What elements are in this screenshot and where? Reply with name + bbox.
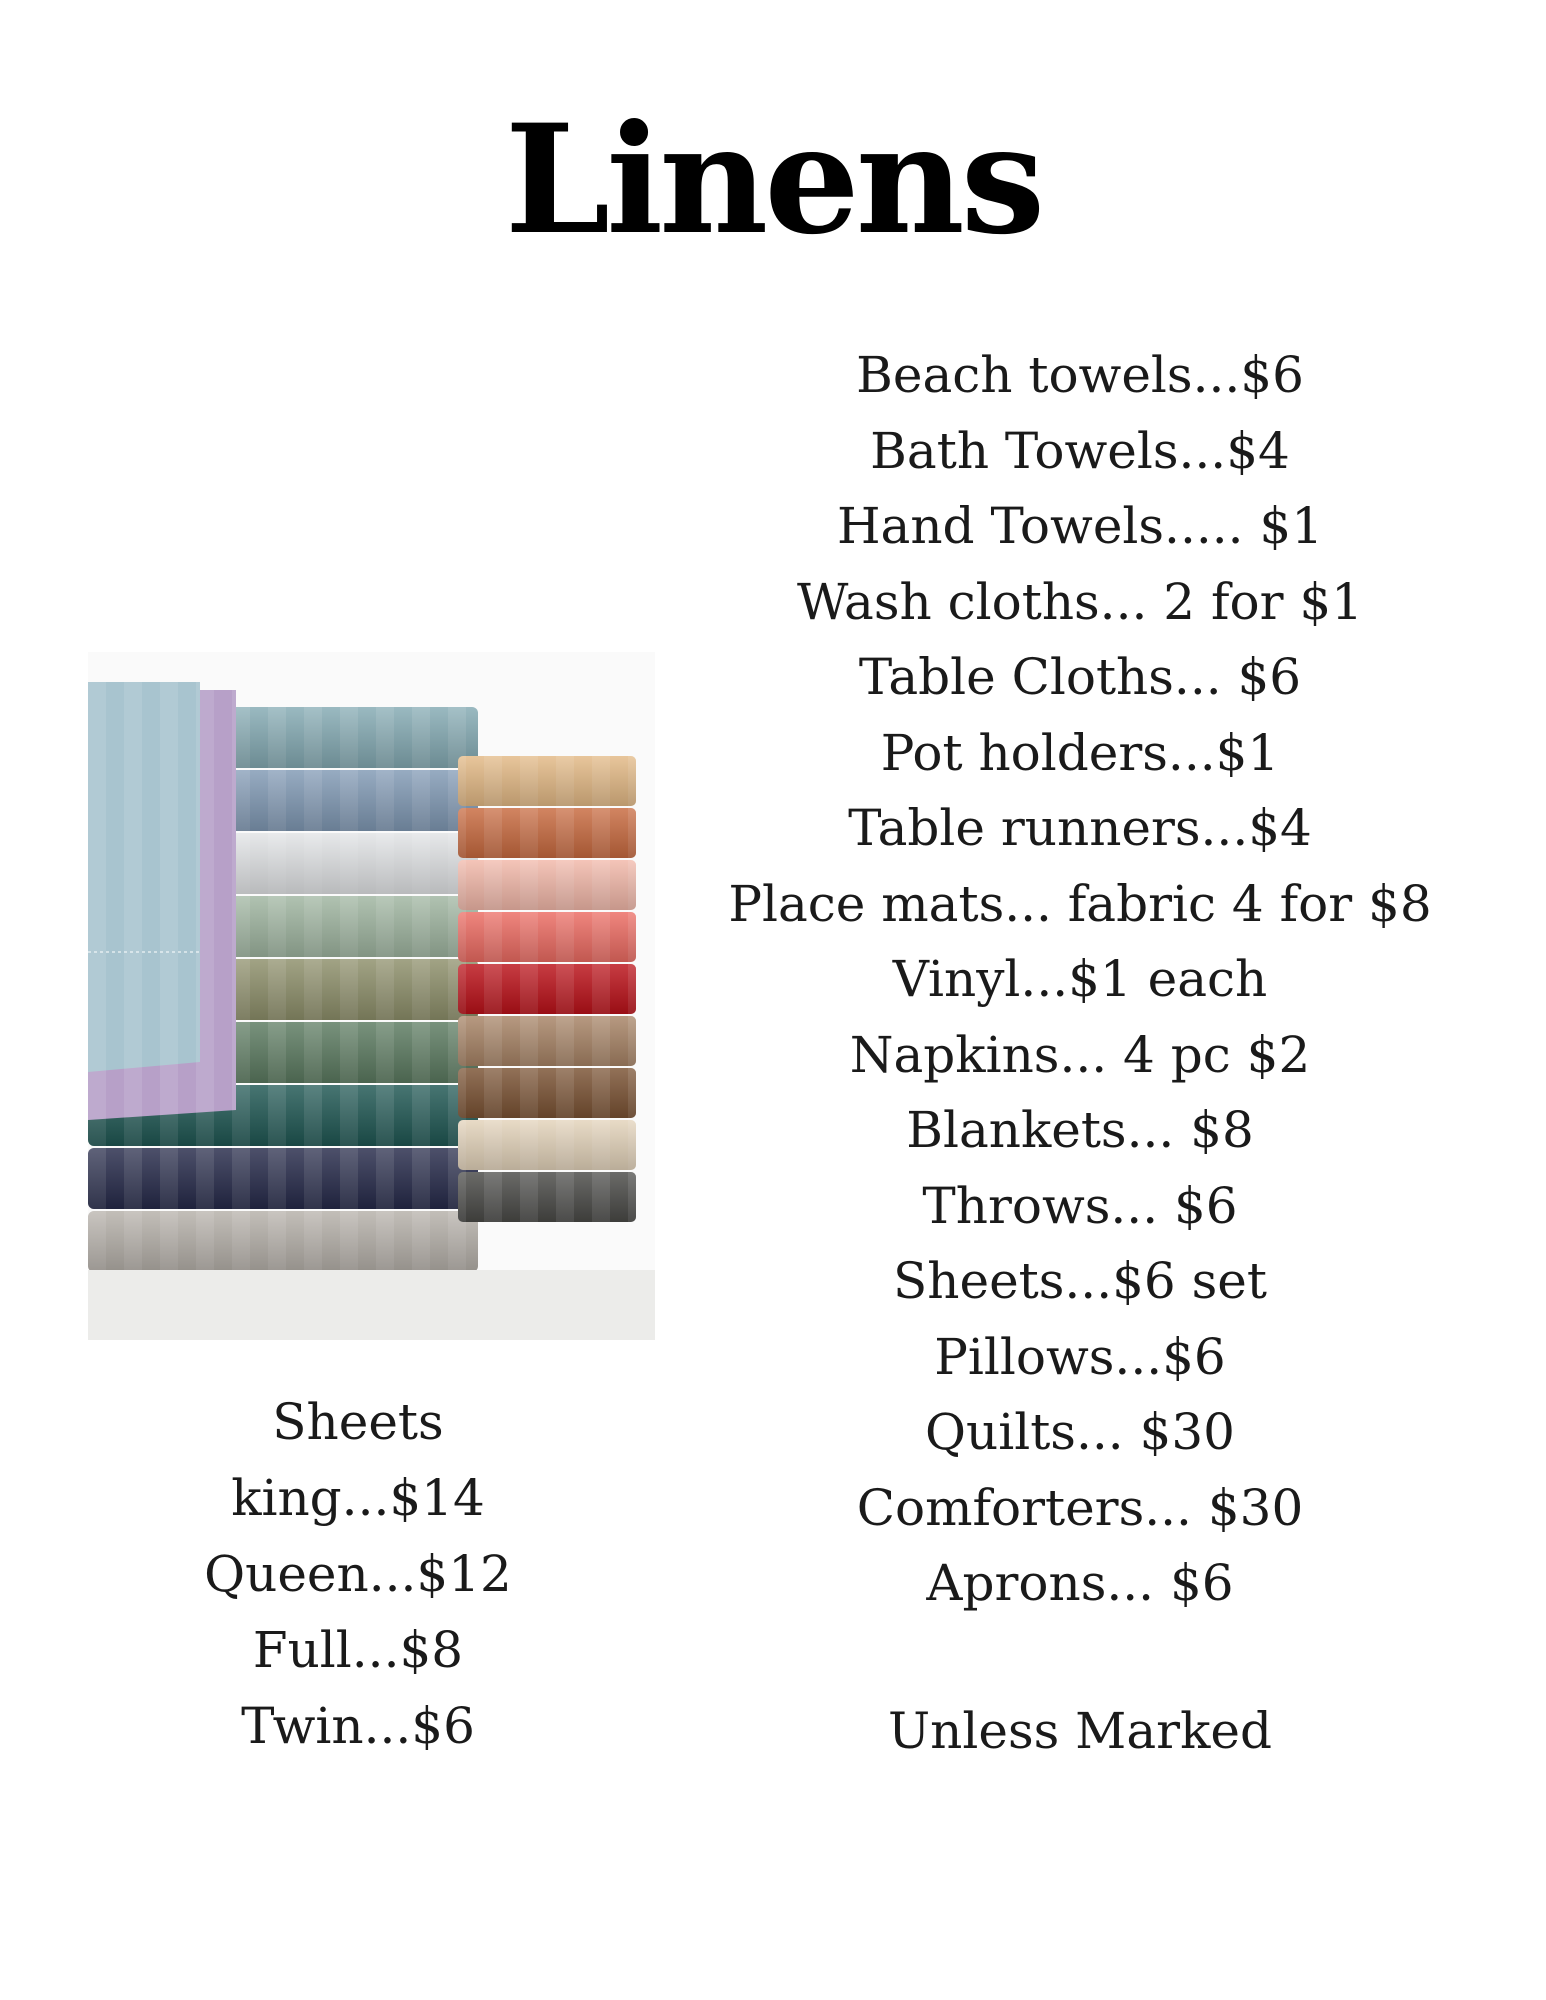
folded-sheet (458, 808, 636, 858)
folded-sheet (458, 1068, 636, 1118)
folded-sheet (458, 964, 636, 1014)
price-list-item: Table Cloths... $6 (858, 648, 1302, 706)
folded-sheet (458, 1172, 636, 1222)
price-list-item: Comforters... $30 (856, 1478, 1304, 1537)
price-list-item: Wash cloths... 2 for $1 (797, 572, 1363, 631)
folded-sheet (88, 1211, 478, 1272)
price-list-item: Bath Towels...$4 (870, 421, 1290, 480)
folded-sheet (458, 912, 636, 962)
sheets-size-item: Queen...$12 (204, 1545, 512, 1603)
table-surface (88, 1270, 655, 1340)
price-list-item: Table runners...$4 (848, 799, 1312, 857)
price-list-item: Throws... $6 (922, 1176, 1238, 1235)
sheets-size-item: king...$14 (231, 1469, 485, 1527)
price-list (700, 338, 1460, 1622)
price-list-item: Pot holders...$1 (880, 723, 1280, 782)
price-list-item: Pillows...$6 (934, 1327, 1226, 1386)
sheets-photo (88, 652, 655, 1340)
sheets-illustration (88, 652, 655, 1340)
folded-sheet (458, 756, 636, 806)
price-list-item: Hand Towels..... $1 (836, 497, 1324, 555)
folded-sheet (458, 860, 636, 910)
folded-sheet (458, 1120, 636, 1170)
price-list-item: Place mats... fabric 4 for $8 (728, 874, 1432, 933)
price-list-item: Aprons... $6 (926, 1554, 1234, 1612)
sheets-heading: Sheets (272, 1393, 444, 1451)
folded-sheet (88, 1148, 478, 1209)
sheets-size-list (88, 1384, 628, 1764)
price-list-item: Beach towels...$6 (856, 346, 1304, 404)
sheets-size-item: Full...$8 (252, 1621, 464, 1679)
price-list-item: Quilts... $30 (925, 1403, 1235, 1461)
price-list-item: Napkins... 4 pc $2 (849, 1025, 1311, 1084)
price-list-item: Blankets... $8 (906, 1101, 1254, 1159)
draped-sheet (88, 682, 200, 1072)
page-title: Linens (504, 92, 1042, 268)
sheets-size-item: Twin...$6 (241, 1697, 475, 1755)
unless-marked-note: Unless Marked (888, 1702, 1272, 1760)
price-list-item: Sheets...$6 set (893, 1252, 1267, 1310)
folded-sheet (458, 1016, 636, 1066)
price-list-item: Vinyl...$1 each (892, 950, 1268, 1008)
